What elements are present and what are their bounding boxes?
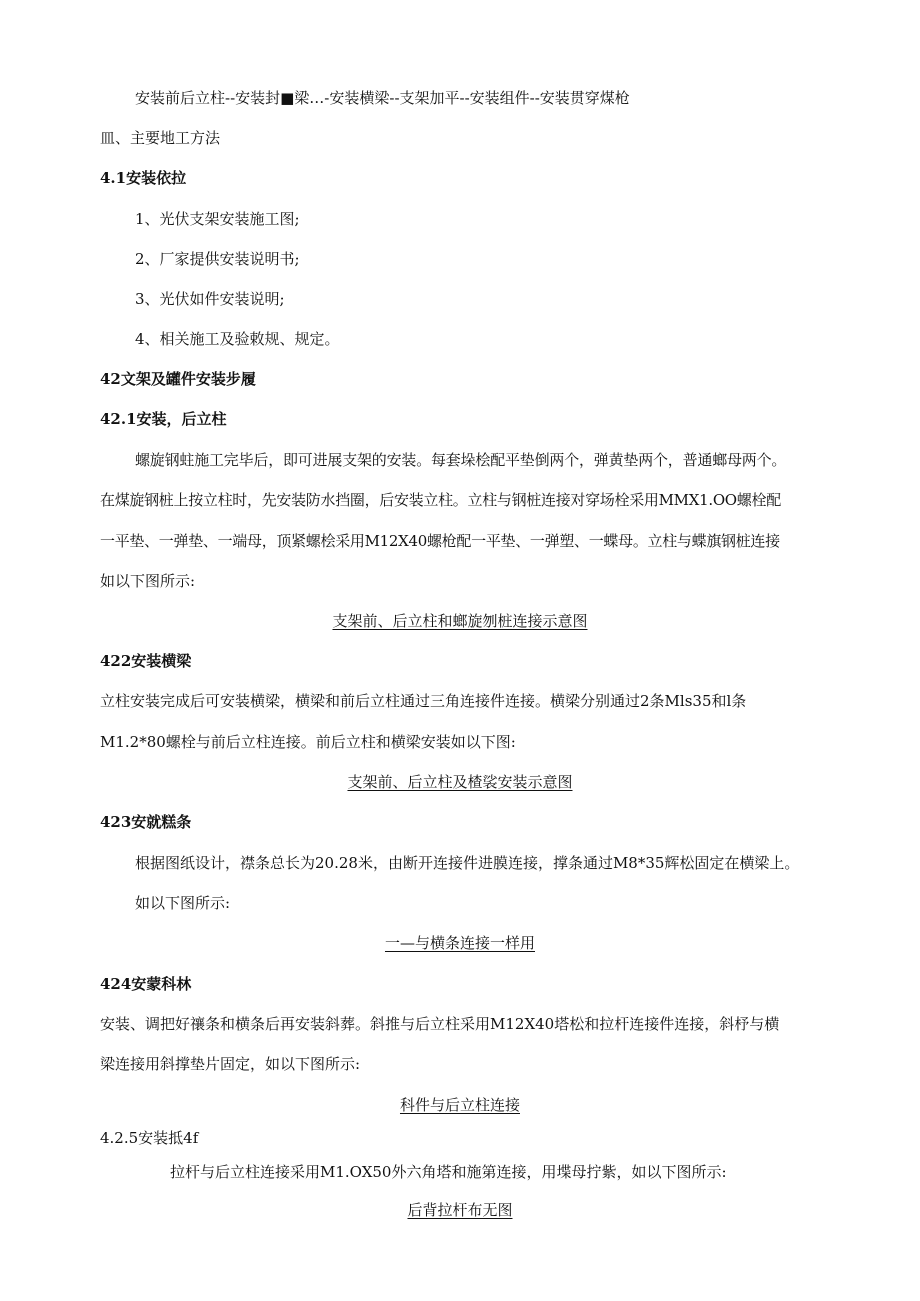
- paragraph-line: M1.2*80螺栓与前后立柱连接。前后立柱和横梁安装如以下图:: [100, 733, 516, 751]
- section-4-2-heading: 42文架及罐件安装步履: [100, 370, 256, 388]
- paragraph-line: 如以下图所示:: [100, 572, 196, 590]
- paragraph-line: 立柱安装完成后可安装横梁，横梁和前后立柱通过三角连接件连接。横梁分别通过2条Mls35和l条: [100, 692, 747, 710]
- list-item: 4、相关施工及验敕规、规定。: [135, 330, 340, 348]
- section-4-2-2-heading: 422安装横梁: [100, 652, 192, 670]
- figure-caption: 支架前、后立柱及楂裟安装示意图: [347, 773, 573, 791]
- figure-caption: 一—与横条连接一样用: [384, 934, 535, 952]
- paragraph-line: 梁连接用斜撑垫片固定，如以下图所示:: [100, 1055, 361, 1073]
- paragraph-line: 拉杆与后立柱连接采用M1.OX50外六角塔和施第连接，用堞母拧紫，如以下图所示:: [170, 1163, 727, 1181]
- paragraph-line: 如以下图所示:: [135, 894, 231, 912]
- list-item: 2、厂家提供安装说明书;: [135, 250, 300, 268]
- section-4-2-5-heading: 4.2.5安装抵4f: [100, 1129, 199, 1147]
- figure-caption: 科件与后立柱连接: [399, 1096, 520, 1114]
- section-4-2-3-heading: 423安就糕条: [100, 813, 192, 831]
- paragraph-line: 安装、调把好禳条和横条后再安装斜葬。斜推与后立柱采用M12X40塔松和拉杆连接件连接，斜杼与横: [100, 1015, 780, 1033]
- figure-caption: 后背拉杆布无图: [407, 1201, 513, 1219]
- section-4-heading: 皿、主要地工方法: [100, 129, 221, 147]
- figure-caption: 支架前、后立柱和螂旋刎桩连接示意图: [332, 612, 588, 630]
- section-4-2-1-heading: 42.1安装，后立柱: [100, 410, 227, 428]
- list-item: 1、光伏支架安装施工图;: [135, 210, 300, 228]
- process-flow-line: 安装前后立柱--安装封■梁…-安装横梁--支架加平--安装组件--安装贯穿煤枪: [135, 89, 630, 107]
- list-item: 3、光伏如件安装说明;: [135, 290, 285, 308]
- section-4-1-heading: 4.1安装依拉: [100, 169, 187, 187]
- section-4-2-4-heading: 424安蒙科林: [100, 975, 192, 993]
- paragraph-line: 在煤旋钢桩上按立柱时，先安装防水挡圈，后安装立柱。立柱与钢桩连接对穿场栓采用MMX1.OO螺栓配: [100, 491, 781, 509]
- paragraph-line: 根据图纸设计，襟条总长为20.28米，由断开连接件进膜连接，撑条通过M8*35辉松固定在横梁上。: [135, 854, 800, 872]
- paragraph-line: 一平垫、一弹垫、一端母，顶紧螺桧采用M12X40螺枪配一平垫、一弹塑、一蝶母。立柱与蝶旗钢桩连接: [100, 532, 780, 550]
- paragraph-line: 螺旋钢蛀施工完毕后，即可进展支架的安装。每套垛桧配平垫倒两个，弹黄垫两个，普通螂母两个。: [135, 451, 787, 469]
